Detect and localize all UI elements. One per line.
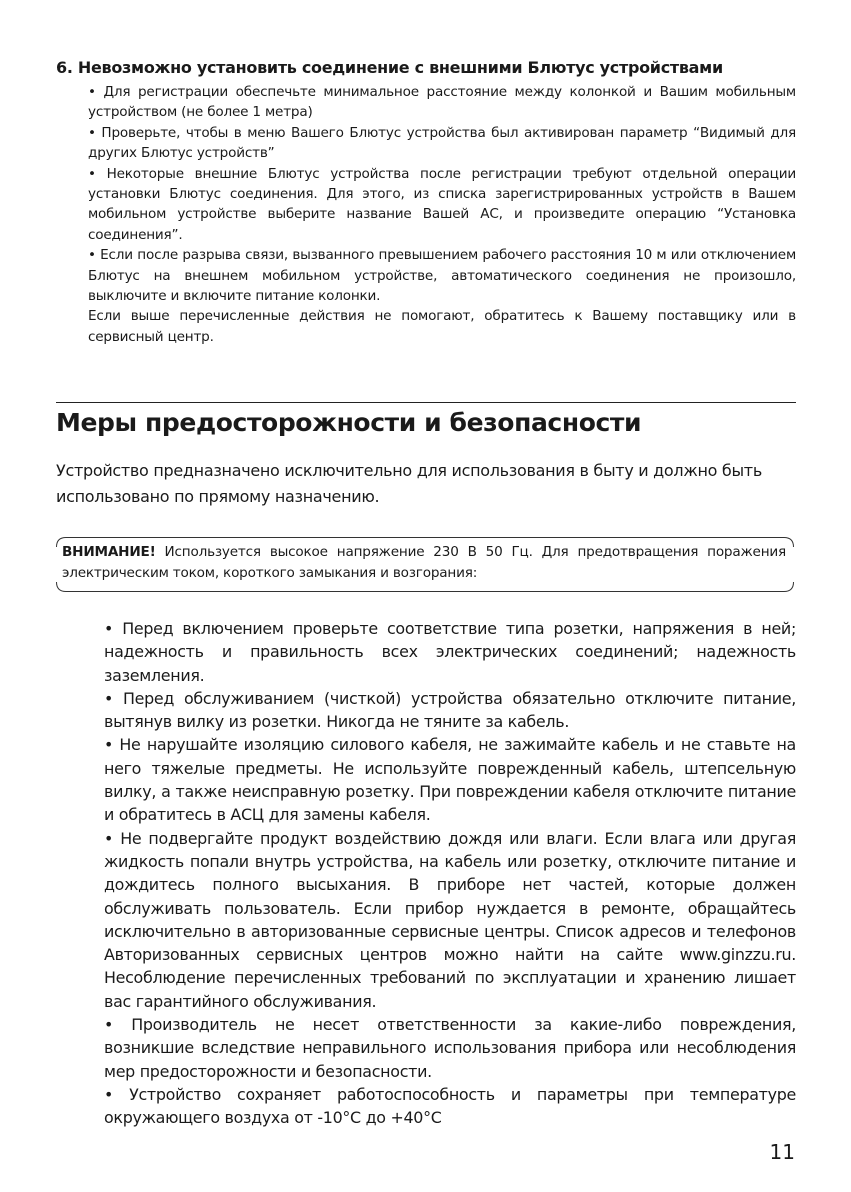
safety-rule: • Перед включением проверьте соответствие типа розетки, напряжения в ней; надежность и правильность всех электрических соединений; надежность заземления. [104, 619, 796, 685]
section-divider [56, 402, 796, 403]
warning-box [56, 537, 794, 592]
safety-rule: • Устройство сохраняет работоспособность и параметры при температуре окружающего воздуха от -10°С до +40°С [104, 1084, 796, 1128]
safety-rule: • Не подвергайте продукт воздействию дождя или влаги. Если влага или другая жидкость попали внутрь устройства, на кабель или розетку, отключите питание и дождитесь полного высыхания. В приборе нет частей, которые должен обслуживать пользователь. Если прибор нуждается в ремонте, обращайтесь исключительно в авторизованные сервисные центры. Список адресов и телефонов Авторизованных сервисных центров можно найти на сайте www.ginzzu.ru. Несоблюдение перечисленных требований по эксплуатации и хранению лишает вас гарантийного обслуживания. [104, 828, 796, 1011]
section-6-paragraph: • Если после разрыва связи, вызванного превышением рабочего расстояния 10 м или отключением Блютус на внешнем мобильном устройстве, автоматического соединения не произошло, выключите и включите питание колонки. [88, 247, 796, 305]
section-6-paragraph: Если выше перечисленные действия не помогают, обратитесь к Вашему поставщику или в сервисный центр. [88, 308, 796, 345]
section-6-paragraph: • Некоторые внешние Блютус устройства после регистрации требуют отдельной операции установки Блютус соединения. Для этого, из списка зарегистрированных устройств в Вашем мобильном устройстве выберите название Вашей АС, и произведите операцию “Установка соединения”. [88, 165, 796, 243]
safety-rules [104, 617, 796, 1130]
safety-intro: Устройство предназначено исключительно для использования в быту и должно быть использовано по прямому назначению. [56, 461, 762, 506]
warning-label: ВНИМАНИЕ! [62, 544, 156, 560]
warning-description: Используется высокое напряжение 230 В 50 Гц. Для предотвращения поражения электрическим током, короткого замыкания и возгорания: [62, 544, 786, 581]
section-6-body [88, 82, 796, 347]
safety-heading: Меры предосторожности и безопасности [56, 408, 642, 437]
section-6-paragraph: • Для регистрации обеспечьте минимальное расстояние между колонкой и Вашим мобильным устройством (не более 1 метра) [88, 84, 796, 121]
section-6-heading: 6. Невозможно установить соединение с внешними Блютус устройствами [56, 58, 723, 77]
safety-rule: • Не нарушайте изоляцию силового кабеля, не зажимайте кабель и не ставьте на него тяжелые предметы. Не используйте поврежденный кабель, штепсельную вилку, а также неисправную розетку. При повреждении кабеля отключите питание и обратитесь в АСЦ для замены кабеля. [104, 735, 796, 825]
page-number: 11 [769, 1140, 795, 1164]
safety-rule: • Производитель не несет ответственности за какие-либо повреждения, возникшие вследствие неправильного использования прибора или несоблюдения мер предосторожности и безопасности. [104, 1015, 796, 1081]
section-6-paragraph: • Проверьте, чтобы в меню Вашего Блютус устройства был активирован параметр “Видимый для других Блютус устройств” [88, 124, 796, 162]
safety-rule: • Перед обслуживанием (чисткой) устройства обязательно отключите питание, вытянув вилку из розетки. Никогда не тяните за кабель. [104, 688, 796, 732]
warning-text [62, 542, 786, 583]
